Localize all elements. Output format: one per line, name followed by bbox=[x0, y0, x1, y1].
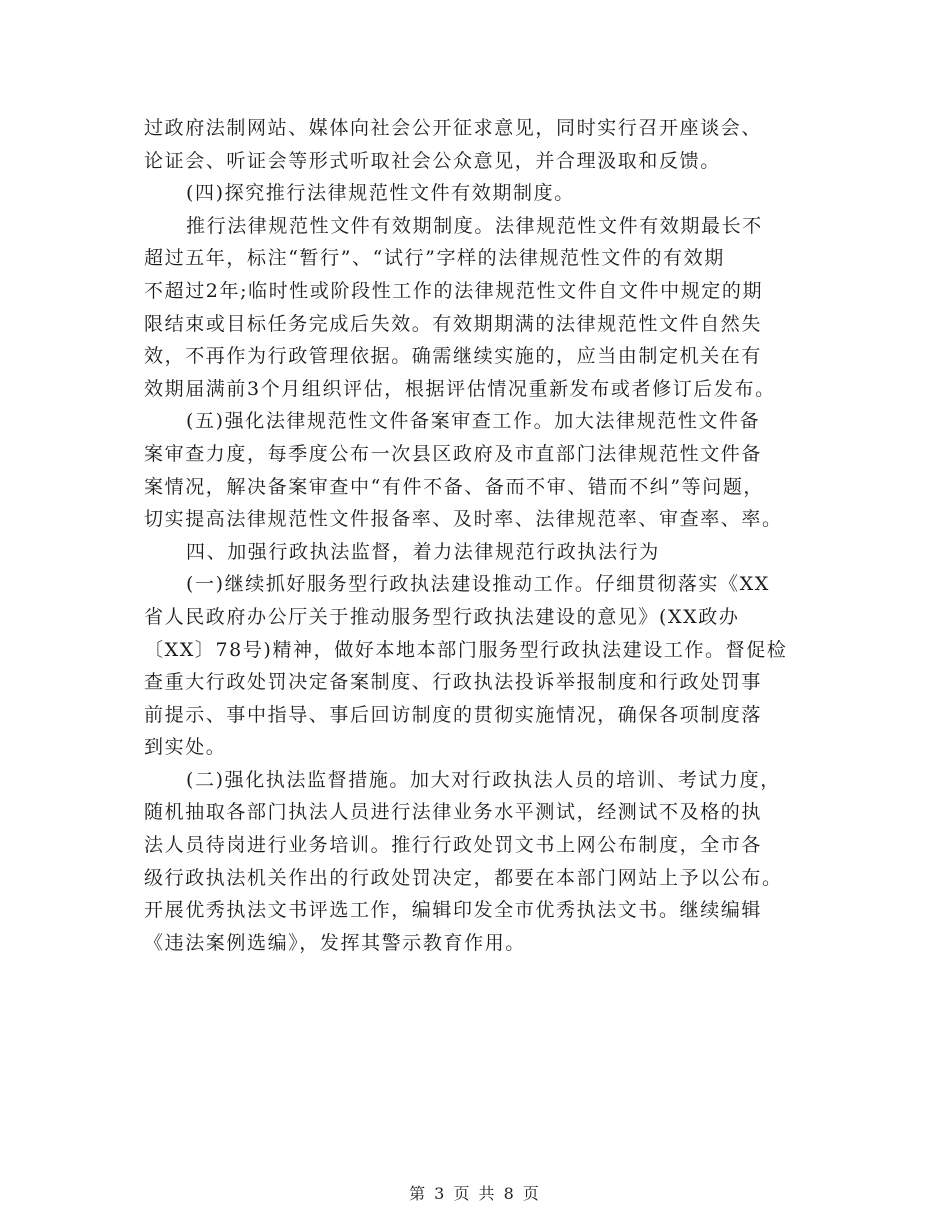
text-line: (二)强化执法监督措施。加大对行政执法人员的培训、考试力度， bbox=[186, 768, 781, 791]
text-line: 不超过2年;临时性或阶段性工作的法律规范性文件自文件中规定的期 bbox=[144, 279, 764, 302]
text-line: 到实处。 bbox=[144, 736, 227, 759]
text-line: 〔XX〕78号)精神，做好本地本部门服务型行政执法建设工作。督促检 bbox=[144, 638, 788, 661]
text-line: 效期届满前3个月组织评估，根据评估情况重新发布或者修订后发布。 bbox=[144, 377, 776, 400]
text-line: 法人员待岗进行业务培训。推行行政处罚文书上网公布制度，全市各 bbox=[144, 834, 763, 857]
text-line: (一)继续抓好服务型行政执法建设推动工作。仔细贯彻落实《XX bbox=[186, 573, 770, 596]
text-line: 《违法案例选编》，发挥其警示教育作用。 bbox=[144, 931, 526, 954]
document-body bbox=[144, 112, 806, 959]
text-line: 查重大行政处罚决定备案制度、行政执法投诉举报制度和行政处罚事 bbox=[144, 671, 763, 694]
text-line: 限结束或目标任务完成后失效。有效期期满的法律规范性文件自然失 bbox=[144, 312, 763, 335]
page-number-footer: 第 3 页 共 8 页 bbox=[409, 1184, 541, 1203]
text-line: 切实提高法律规范性文件报备率、及时率、法律规范率、审查率、率。 bbox=[144, 508, 783, 531]
text-line: 推行法律规范性文件有效期制度。法律规范性文件有效期最长不 bbox=[186, 214, 763, 237]
text-line: 过政府法制网站、媒体向社会公开征求意见，同时实行召开座谈会、 bbox=[144, 117, 763, 139]
text-line: 随机抽取各部门执法人员进行法律业务水平测试，经测试不及格的执 bbox=[144, 801, 763, 824]
text-line: 前提示、事中指导、事后回访制度的贯彻实施情况，确保各项制度落 bbox=[144, 703, 763, 726]
text-line: 超过五年，标注“暂行”、“试行”字样的法律规范性文件的有效期 bbox=[144, 247, 725, 270]
text-line: 开展优秀执法文书评选工作，编辑印发全市优秀执法文书。继续编辑 bbox=[144, 899, 763, 922]
text-line: 省人民政府办公厅关于推动服务型行政执法建设的意见》(XX政办 bbox=[144, 605, 740, 628]
text-line: 案审查力度，每季度公布一次县区政府及市直部门法律规范性文件备 bbox=[144, 442, 763, 465]
text-line: (五)强化法律规范性文件备案审查工作。加大法律规范性文件备 bbox=[186, 410, 761, 433]
text-line: 案情况，解决备案审查中“有件不备、备而不审、错而不纠”等问题， bbox=[144, 475, 765, 498]
text-line: 级行政执法机关作出的行政处罚决定，都要在本部门网站上予以公布。 bbox=[144, 866, 783, 889]
text-line: (四)探究推行法律规范性文件有效期制度。 bbox=[186, 182, 575, 205]
text-line: 四、加强行政执法监督，着力法律规范行政执法行为 bbox=[186, 540, 660, 563]
text-line: 论证会、听证会等形式听取社会公众意见，并合理汲取和反馈。 bbox=[144, 149, 721, 172]
text-line: 效，不再作为行政管理依据。确需继续实施的，应当由制定机关在有 bbox=[144, 345, 763, 368]
